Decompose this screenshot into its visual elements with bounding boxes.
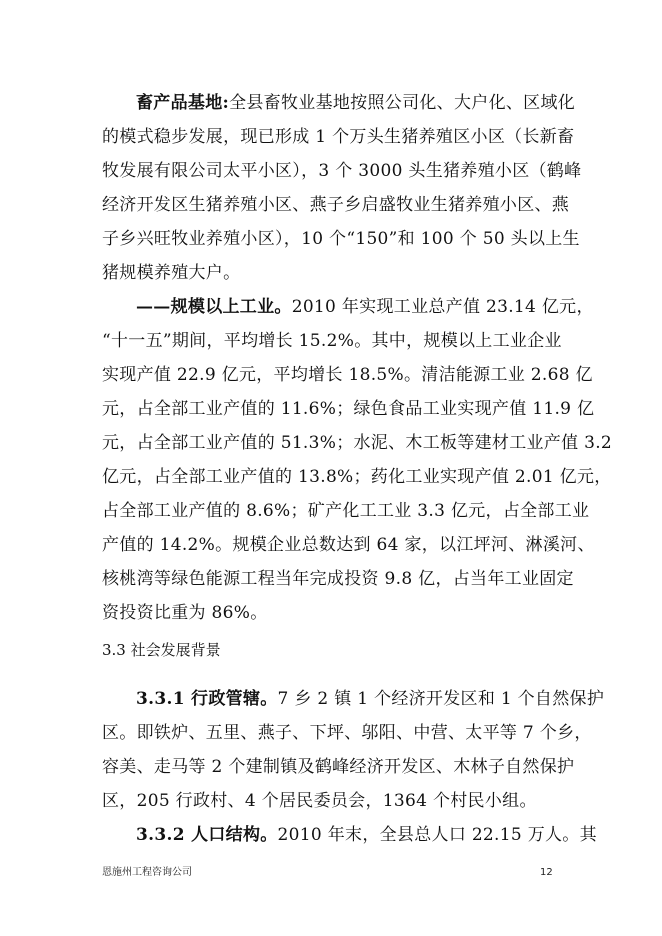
para1-line4: 经济开发区生猪养殖小区、燕子乡启盛牧业生猪养殖小区、燕 bbox=[102, 195, 570, 215]
para2-line2: “十一五”期间，平均增长 15.2%。其中，规模以上工业企业 bbox=[102, 331, 562, 351]
para2-line8: 产值的 14.2%。规模企业总数达到 64 家，以江坪河、淋溪河、 bbox=[102, 535, 595, 555]
para3-line3: 容美、走马等 2 个建制镇及鹤峰经济开发区、木林子自然保护 bbox=[102, 757, 575, 777]
para2-line6: 亿元，占全部工业产值的 13.8%；药化工业实现产值 2.01 亿元， bbox=[102, 467, 612, 487]
para2-line10: 资投资比重为 86%。 bbox=[102, 603, 268, 623]
section-heading: 3.3 社会发展背景 bbox=[102, 641, 221, 659]
para3-line2: 区。即铁炉、五里、燕子、下坪、邬阳、中营、太平等 7 个乡， bbox=[102, 723, 592, 743]
para1-line1-text: 全县畜牧业基地按照公司化、大户化、区域化 bbox=[229, 93, 576, 113]
para2-line5: 元，占全部工业产值的 51.3%；水泥、木工板等建材工业产值 3.2 bbox=[102, 433, 613, 453]
para1-line3: 牧发展有限公司太平小区），3 个 3000 头生猪养殖小区（鹤峰 bbox=[102, 161, 582, 181]
para4-lead: 3.3.2 人口结构。 bbox=[136, 825, 278, 845]
para1-line6: 猪规模养殖大户。 bbox=[102, 263, 241, 283]
para2-line7: 占全部工业产值的 8.6%；矿产化工工业 3.3 亿元，占全部工业 bbox=[102, 501, 590, 521]
para1-line2: 的模式稳步发展，现已形成 1 个万头生猪养殖区小区（长新畜 bbox=[102, 127, 575, 147]
para2-line1 bbox=[136, 296, 594, 318]
para2-lead: ——规模以上工业。 bbox=[136, 297, 292, 317]
para3-line4: 区，205 行政村、4 个居民委员会，1364 个村民小组。 bbox=[102, 791, 537, 811]
para3-line1 bbox=[136, 688, 605, 710]
para4-line1 bbox=[136, 824, 597, 846]
para2-line1-text: 2010 年实现工业总产值 23.14 亿元， bbox=[291, 297, 594, 317]
para3-lead: 3.3.1 行政管辖。 bbox=[136, 689, 278, 709]
para2-line9: 核桃湾等绿色能源工程当年完成投资 9.8 亿，占当年工业固定 bbox=[102, 569, 574, 589]
para1-lead: 畜产品基地: bbox=[136, 93, 230, 113]
para1-line1 bbox=[136, 92, 576, 114]
para3-line1-text: 7 乡 2 镇 1 个经济开发区和 1 个自然保护 bbox=[277, 689, 605, 709]
para2-line4: 元，占全部工业产值的 11.6%；绿色食品工业实现产值 11.9 亿 bbox=[102, 399, 595, 419]
footer-company: 恩施州工程咨询公司 bbox=[102, 867, 192, 878]
page-number: 12 bbox=[540, 867, 553, 878]
para2-line3: 实现产值 22.9 亿元，平均增长 18.5%。清洁能源工业 2.68 亿 bbox=[102, 365, 593, 385]
para4-line1-text: 2010 年末，全县总人口 22.15 万人。其 bbox=[277, 825, 597, 845]
para1-line5: 子乡兴旺牧业养殖小区），10 个“150”和 100 个 50 头以上生 bbox=[102, 229, 580, 249]
